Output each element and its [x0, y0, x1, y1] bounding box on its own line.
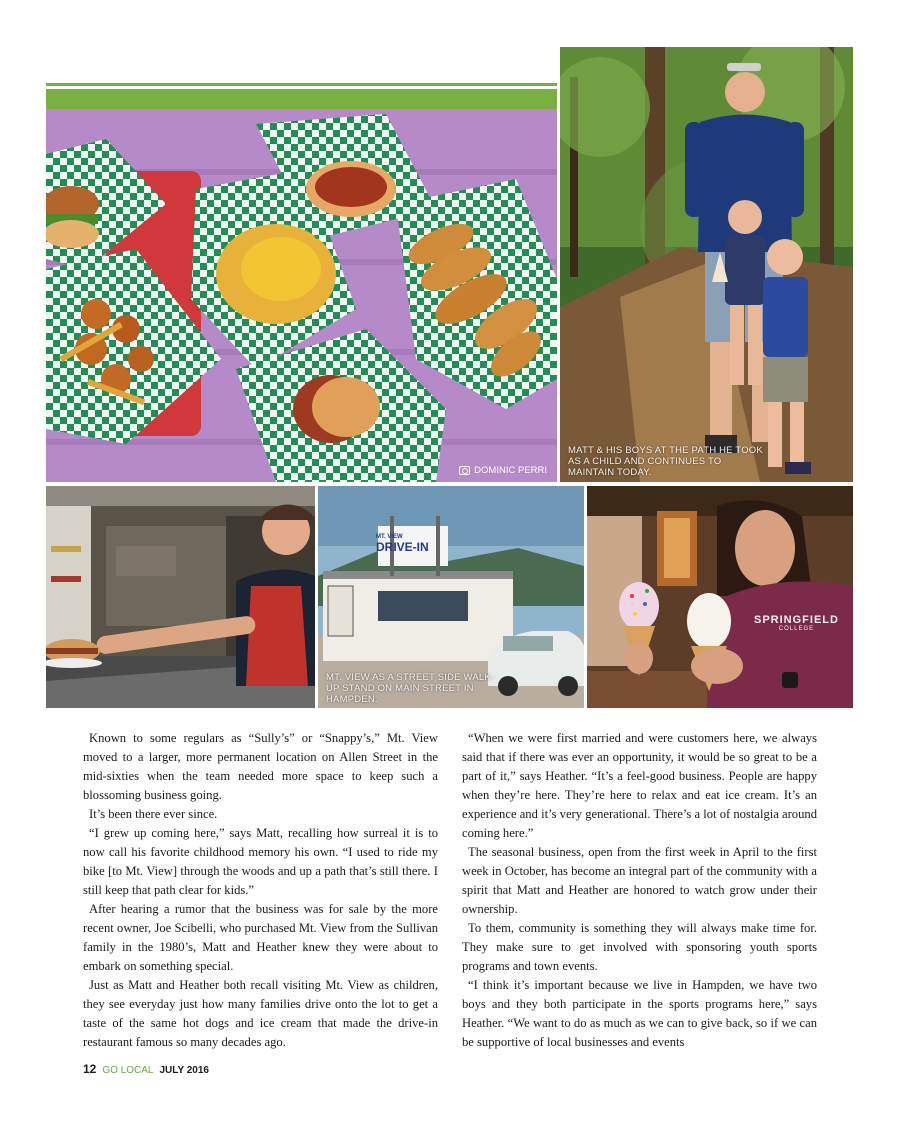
storefront-photo-caption: MT. VIEW AS A STREET SIDE WALK-UP STAND ON MAIN STREET IN HAMPDEN.: [326, 672, 495, 705]
drive-in-sign-text: DRIVE-IN: [376, 540, 429, 554]
camera-icon: [459, 466, 470, 475]
magazine-brand: GO LOCAL: [102, 1065, 154, 1076]
storefront-photo: [318, 486, 584, 708]
shirt-logo-line-2: COLLEGE: [778, 626, 815, 632]
paragraph: To them, community is something they will always make time for. They make sure to get involved with sponsoring youth sports programs and town events.: [462, 921, 817, 973]
photo-credit: [459, 465, 547, 476]
paragraph: After hearing a rumor that the business was for sale by the more recent owner, Joe Scibelli, who purchased Mt. View from the Sullivan family in the 1980’s, Matt and Heather knew they were about to embark on something special.: [83, 902, 438, 973]
shirt-logo: [754, 614, 839, 632]
drive-in-sign-small: MT. VIEW: [376, 534, 403, 540]
paragraph: “I grew up coming here,” says Matt, recalling how surreal it is to now call his favorite childhood memory his own. “I used to ride my bike [to Mt. View] through the woods and up a path that’s still there. I still keep that path clear for kids.”: [83, 826, 438, 897]
icecream-photo: [587, 486, 853, 708]
page-number: 12: [83, 1062, 97, 1076]
family-photo: [560, 47, 853, 482]
paragraph: “When we were first married and were customers here, we always said that if there was ever an opportunity, it would be so great to be a part of it,” says Heather. “It’s a feel-good business. People are happy when they’re here. They’re here to relax and eat ice cream. It’s an experience and it’s very generational. There’s a lot of nostalgia around coming here.”: [462, 731, 817, 840]
paragraph: It’s been there ever since.: [89, 807, 218, 821]
article-right-column: [462, 729, 817, 1052]
article-left-column: [83, 729, 438, 1052]
header-green-rule: [46, 83, 557, 86]
header-green-band: [46, 89, 557, 109]
photo-credit-text: DOMINIC PERRI: [474, 465, 547, 476]
shirt-logo-line-1: SPRINGFIELD: [754, 614, 839, 626]
paragraph: Known to some regulars as “Sully’s” or “Snappy’s,” Mt. View moved to a larger, more permanent location on Allen Street in the mid-sixties when the team needed more space to keep such a blossoming business going.: [83, 731, 438, 802]
family-photo-caption: MATT & HIS BOYS AT THE PATH HE TOOK AS A CHILD AND CONTINUES TO MAINTAIN TODAY.: [568, 445, 763, 478]
paragraph: “I think it’s important because we live in Hampden, we have two boys and they both participate in the sports programs here,” says Heather. “We want to do as much as we can to give back, so if we can be supportive of local businesses and events: [462, 978, 817, 1049]
food-photo: [46, 109, 557, 482]
drive-in-sign: [376, 534, 429, 554]
paragraph: Just as Matt and Heather both recall visiting Mt. View as children, they see everyday just how many families drive onto the lot to get a taste of the same hot dogs and ice cream that made the drive-in restaurant famous so many decades ago.: [83, 978, 438, 1049]
paragraph: The seasonal business, open from the first week in April to the first week in October, has become an integral part of the community with a spirit that Matt and Heather are honored to watch grow under their ownership.: [462, 845, 817, 916]
issue-date: JULY 2016: [159, 1065, 209, 1076]
page-footer: [83, 1062, 209, 1076]
cook-photo: [46, 486, 315, 708]
